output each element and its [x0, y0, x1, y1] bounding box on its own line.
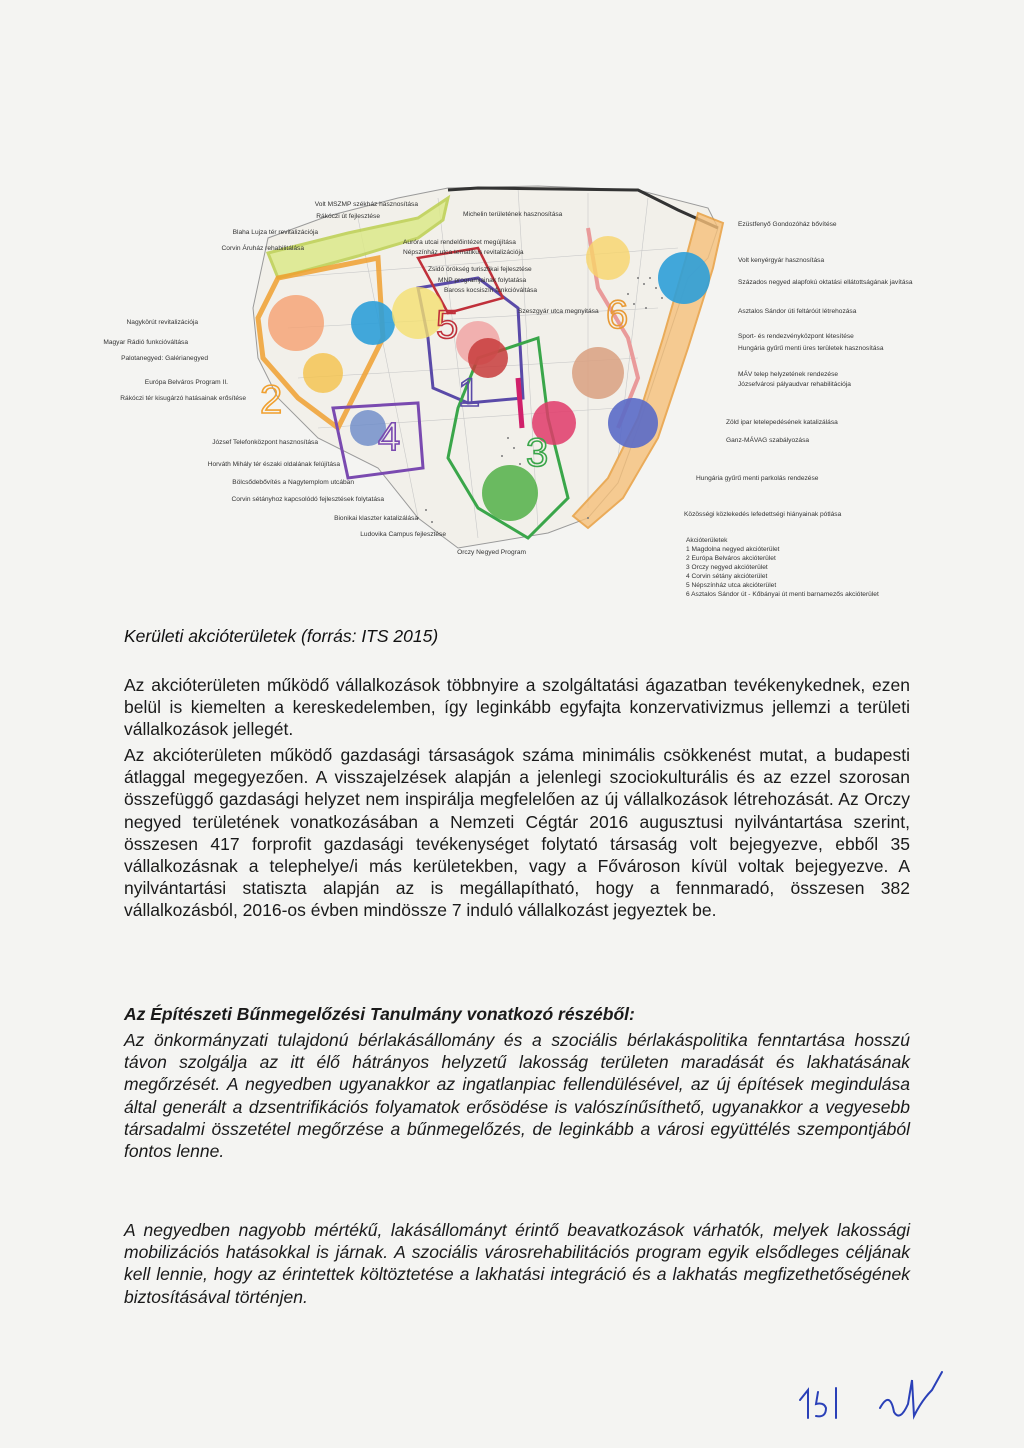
- svg-text:Sport- és rendezvényközpont lé: Sport- és rendezvényközpont létesítése: [738, 333, 854, 340]
- section-heading: Az Építészeti Bűnmegelőzési Tanulmány vonatkozó részéből:: [124, 1004, 635, 1024]
- circle-tan-right: [572, 347, 624, 399]
- svg-text:Corvin sétányhoz kapcsolódó fe: Corvin sétányhoz kapcsolódó fejlesztések folytatása: [231, 496, 384, 503]
- svg-text:Rákóczi tér kisugárzó hatásain: Rákóczi tér kisugárzó hatásainak erősítése: [120, 395, 246, 402]
- svg-text:5 Népszínház utca akcióterület: 5 Népszínház utca akcióterület: [686, 582, 777, 589]
- svg-text:Népszínház utca tematikus revi: Népszínház utca tematikus revitalizációja: [403, 249, 524, 256]
- circle-orange-left: [268, 295, 324, 351]
- paragraph-3: Az önkormányzati tulajdonú bérlakásállomány és a szociális bérlakáspolitika fenntartása hosszú távon szolgálja az itt élő hátrányos helyzetű lakosság területen maradását és lakhatásának megőrzését. A negyedben ugyanakkor az ingatlanpiac fellendülésével, az új építések megindulása által generált a dzsentrifikációs folyamatok erősödése is valószínűsíthető, ugyanakkor a vegyesebb társadalmi összetétel megőrzése a bűnmegelőzés, de leginkább a városi együttélés szempontjából fontos lenne.: [124, 1030, 910, 1162]
- svg-text:Józsefvárosi pályaudvar rehabi: Józsefvárosi pályaudvar rehabilitációja: [738, 381, 851, 388]
- area-number-1: 1: [458, 371, 481, 415]
- svg-text:Százados negyed alapfokú oktat: Százados negyed alapfokú oktatási ellátottságának javítása: [738, 279, 913, 286]
- svg-text:Michelin területének hasznosít: Michelin területének hasznosítása: [463, 211, 563, 218]
- svg-text:Ludovika Campus fejlesztése: Ludovika Campus fejlesztése: [360, 531, 446, 538]
- svg-text:2 Európa Belváros akcióterület: 2 Európa Belváros akcióterület: [686, 555, 776, 562]
- svg-text:Hungária gyűrű menti parkolás: Hungária gyűrű menti parkolás rendezése: [696, 475, 819, 482]
- right-labels: [684, 221, 913, 518]
- svg-text:Hungária gyűrű menti üres terü: Hungária gyűrű menti üres területek hasznosítása: [738, 345, 884, 352]
- circle-yellow-low: [303, 353, 343, 393]
- paragraph-4: A negyedben nagyobb mértékű, lakásállományt érintő beavatkozások várhatók, melyek lakossági mobilizációs hatásokkal is járnak. A szociális városrehabilitációs program egyik elsődleges céljának kell lennie, hogy az érintettek költöztetése a lakhatási integráció és a lakhatás megfizethetőségének biztosításával történjen.: [124, 1220, 910, 1307]
- svg-text:Magyar Rádió funkcióváltása: Magyar Rádió funkcióváltása: [103, 339, 188, 346]
- svg-text:Corvin Áruház rehabilitálása: Corvin Áruház rehabilitálása: [221, 245, 304, 252]
- action-areas-map: [103, 138, 918, 628]
- svg-text:Ganz-MÁVAG szabályozása: Ganz-MÁVAG szabályozása: [726, 437, 810, 444]
- paragraph-2: Az akcióterületen működő gazdasági társaságok száma minimális csökkenést mutat, a budapesti átlaggal megegyezően. A visszajelzések alapján a jelenlegi szociokulturális és az ezzel szorosan összefüggő gazdasági helyzet nem inspirálja megfelelően az új vállalkozások létrehozását. Az Orczy negyed területének vonatkozásában a Nemzeti Cégtár 2016 augusztusi nyilvántartása szerint, összesen 417 forprofit gazdasági tevékenységet folytató társaság volt bejegyezve, ebből 35 vállalkozásnak a telephelye/i más kerületekben, vagy a Fővároson kívül voltak bejegyezve. A nyilvántartási statiszta alapján az is megállapítható, hogy a fennmaradó, összesen 382 vállalkozásból, 2016-os évben mindössze 7 induló vállalkozást jegyeztek be.: [124, 745, 910, 921]
- svg-text:Palotanegyed: Galérianegyed: Palotanegyed: Galérianegyed: [121, 355, 208, 362]
- svg-text:Zsidó örökség turisztikai fejl: Zsidó örökség turisztikai fejlesztése: [428, 266, 532, 273]
- svg-text:Nagykörút revitalizációja: Nagykörút revitalizációja: [126, 319, 198, 326]
- svg-text:4 Corvin sétány akcióterület: 4 Corvin sétány akcióterület: [686, 573, 768, 580]
- handwritten-page-number-signature: [790, 1360, 970, 1430]
- svg-text:1 Magdolna negyed akcióterület: 1 Magdolna negyed akcióterület: [686, 546, 780, 553]
- svg-text:Zöld ipar letelepedésének kata: Zöld ipar letelepedésének katalizálása: [726, 419, 838, 426]
- area-number-5: 5: [436, 303, 459, 347]
- circle-blue-right: [658, 252, 710, 304]
- svg-text:Ezüstfenyő Gondozóház bővítése: Ezüstfenyő Gondozóház bővítése: [738, 221, 837, 228]
- circle-yellow-top: [586, 236, 630, 280]
- paragraph-1: Az akcióterületen működő vállalkozások többnyire a szolgáltatási ágazatban tevékenykednek, ezen belül is kiemelten a kereskedelemben, így leginkább egyfajta konzervativizmus jellemzi a területi vállalkozások jellegét.: [124, 675, 910, 740]
- svg-text:Blaha Lujza tér revitalizációj: Blaha Lujza tér revitalizációja: [232, 229, 318, 236]
- svg-text:3 Orczy negyed akcióterület: 3 Orczy negyed akcióterület: [686, 564, 768, 571]
- svg-text:Horváth Mihály tér északi olda: Horváth Mihály tér északi oldalának felújítása: [207, 461, 340, 468]
- svg-text:József Telefonközpont hasznosí: József Telefonközpont hasznosítása: [212, 439, 318, 446]
- svg-text:Baross kocsiszín funkcióváltás: Baross kocsiszín funkcióváltása: [444, 287, 538, 294]
- area-number-2: 2: [260, 378, 283, 422]
- svg-text:Orczy Negyed Program: Orczy Negyed Program: [457, 549, 526, 556]
- svg-text:Bionikai klaszter katalizálása: Bionikai klaszter katalizálása: [334, 515, 418, 522]
- svg-text:MNP programjainak folytatása: MNP programjainak folytatása: [438, 277, 527, 284]
- map-legend: [686, 537, 879, 598]
- svg-text:Rákóczi út fejlesztése: Rákóczi út fejlesztése: [316, 213, 380, 220]
- circle-blue-left: [351, 301, 395, 345]
- svg-text:Auróra utcai rendelőintézet me: Auróra utcai rendelőintézet megújítása: [403, 239, 516, 246]
- circle-purple-right: [608, 398, 658, 448]
- svg-text:Volt kenyérgyár hasznosítása: Volt kenyérgyár hasznosítása: [738, 257, 825, 264]
- area-number-6: 6: [606, 293, 629, 337]
- svg-text:6 Asztalos Sándor út - Kőbánya: 6 Asztalos Sándor út - Kőbányai út menti barnamezős akcióterület: [686, 591, 879, 598]
- svg-text:Asztalos Sándor úti feltáróút: Asztalos Sándor úti feltáróút létrehozása: [738, 308, 857, 315]
- svg-text:Szeszgyár utca megnyitása: Szeszgyár utca megnyitása: [518, 308, 599, 315]
- svg-text:Volt MSZMP székház hasznosítás: Volt MSZMP székház hasznosítása: [314, 201, 418, 208]
- svg-text:Akcióterületek: Akcióterületek: [686, 537, 728, 544]
- svg-text:Közösségi közlekedés lefedetts: Közösségi közlekedés lefedettségi hiányainak pótlása: [684, 511, 842, 518]
- svg-text:Bölcsődebővítés a Nagytemplom: Bölcsődebővítés a Nagytemplom utcában: [232, 479, 354, 486]
- area-number-3: 3: [526, 431, 549, 475]
- map-caption: Kerületi akcióterületek (forrás: ITS 2015): [124, 626, 439, 646]
- area-number-4: 4: [378, 415, 401, 459]
- svg-text:Európa Belváros Program II.: Európa Belváros Program II.: [144, 379, 228, 386]
- svg-text:MÁV telep helyzetének rendezés: MÁV telep helyzetének rendezése: [738, 371, 839, 378]
